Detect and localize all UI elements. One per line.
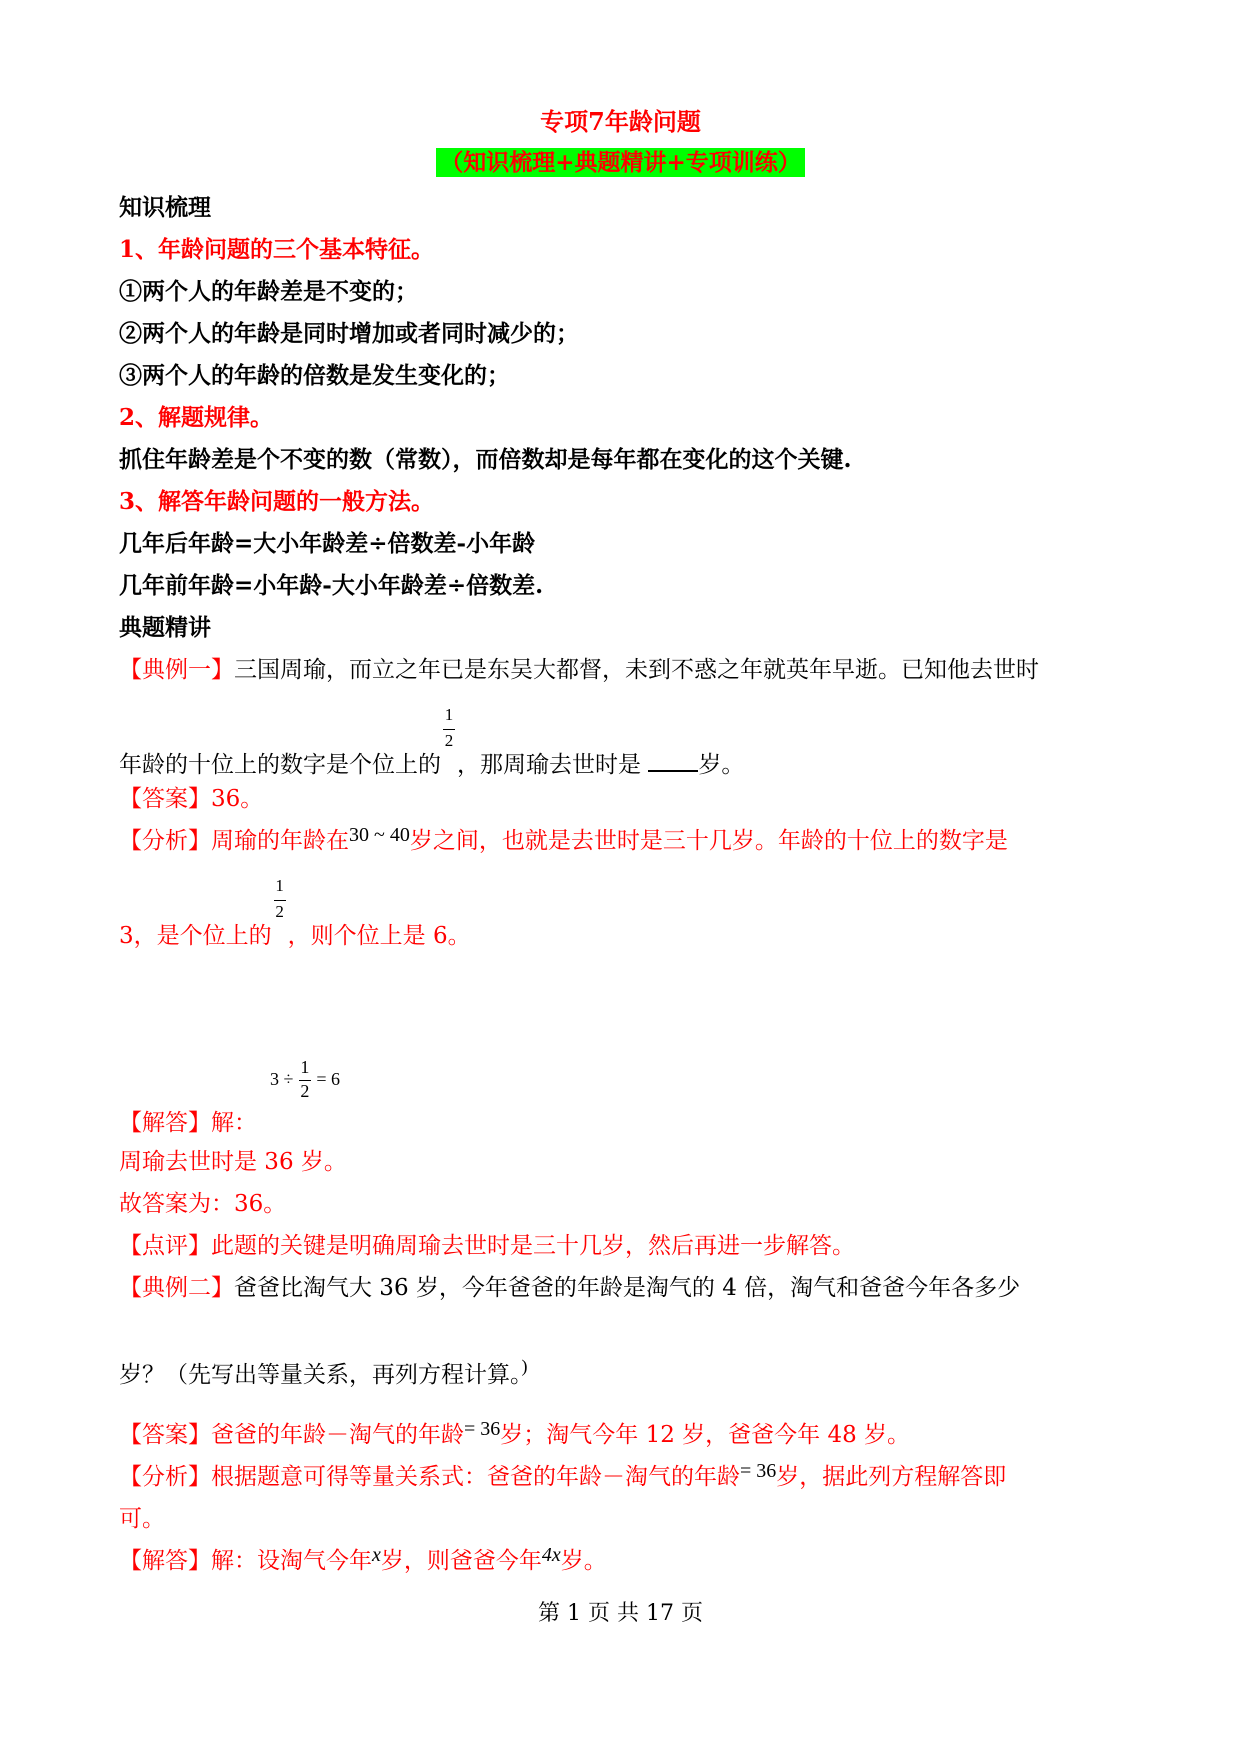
formula-right: = 6 [316,1069,341,1089]
page-footer: 第 1 页 共 17 页 [538,1601,703,1626]
example2-line2 [119,1356,528,1391]
feature-item-1: ①两个人的年龄差是不变的； [119,278,418,305]
example1-solution-2: 故答案为：36。 [119,1191,287,1217]
comment-text: 此题的关键是明确周瑜去世时是三十几岁，然后再进一步解答。 [211,1233,855,1259]
page-title: 专项7年龄问题 [540,107,701,136]
page-subtitle [0,148,1241,178]
example1-analysis-line2 [119,876,471,951]
equals-36: = 36 [464,1418,501,1440]
example2-analysis [119,1462,1006,1493]
example1-text2a: 年龄的十位上的数字是个位上的 [119,752,441,778]
section-knowledge-heading: 知识梳理 [119,194,211,221]
example2-text2: 岁？（先写出等量关系，再列方程计算。 [119,1362,522,1388]
example1-solution-1: 周瑜去世时是 36 岁。 [119,1149,347,1175]
analysis-text-b: 岁之间，也就是去世时是三十几岁。年龄的十位上的数字是 [409,828,1008,854]
solve-text-c: 岁。 [560,1548,607,1574]
example1-analysis-line1 [119,826,1008,857]
fraction-bar [274,900,286,901]
example2-answer [119,1420,910,1451]
example1-tag: 【典例一】 [119,657,234,683]
example1-comment [119,1231,855,1261]
answer-text-b: 岁；淘气今年 12 岁，爸爸今年 48 岁。 [500,1422,911,1448]
example1-solve [119,1108,257,1138]
example1-line2 [119,705,745,780]
formula [270,1056,341,1101]
solve-text: 解： [211,1110,257,1136]
solve-tag: 【解答】 [119,1110,211,1136]
answer-text: 36。 [211,786,264,812]
answer-text-a: 爸爸的年龄－淘气的年龄 [211,1422,464,1448]
example2-tag: 【典例二】 [119,1275,234,1301]
heading-feature: 1、年龄问题的三个基本特征。 [119,236,435,263]
formula-left: 3 ÷ [270,1069,294,1089]
example2-closing-paren: ) [521,1356,528,1376]
solve-text-a: 解：设淘气今年 [211,1548,372,1574]
feature-item-2: ②两个人的年龄是同时增加或者同时减少的； [119,320,579,347]
rule-text: 抓住年龄差是个不变的数（常数），而倍数却是每年都在变化的这个关键. [119,446,852,473]
example1-text2b: ，那周瑜去世时是 [457,752,641,778]
answer-blank [648,748,698,772]
subtitle-highlight: （知识梳理+典题精讲+专项训练） [436,148,805,177]
solve-tag: 【解答】 [119,1548,211,1574]
heading-rule: 2、解题规律。 [119,404,274,431]
solve-text-b: 岁，则爸爸今年 [380,1548,542,1574]
example1-line1 [119,655,1039,685]
age-range: 30 ~ 40 [349,824,410,846]
comment-tag: 【点评】 [119,1233,211,1259]
analysis-text-a: 根据题意可得等量关系式：爸爸的年龄－淘气的年龄 [211,1464,740,1490]
fraction-numerator: 1 [444,705,454,724]
answer-tag: 【答案】 [119,1422,211,1448]
analysis-text-c: 3，是个位上的 [119,923,272,949]
feature-item-3: ③两个人的年龄的倍数是发生变化的； [119,362,510,389]
equals-36: = 36 [740,1460,777,1482]
section-examples-heading: 典题精讲 [119,614,211,641]
analysis-text-d: ，则个位上是 6。 [287,923,471,949]
fraction-bar [443,729,455,730]
fraction-denominator: 2 [444,731,454,750]
method-after: 几年后年龄=大小年龄差÷倍数差-小年龄 [119,530,536,557]
example2-text1: 爸爸比淘气大 36 岁，今年爸爸的年龄是淘气的 4 倍，淘气和爸爸今年各多少 [234,1275,1021,1301]
answer-tag: 【答案】 [119,786,211,812]
analysis-tag: 【分析】 [119,1464,211,1490]
formula-fraction [298,1056,312,1101]
fraction-denominator: 2 [300,1080,310,1101]
heading-method: 3、解答年龄问题的一般方法。 [119,488,435,515]
fraction-numerator: 1 [275,876,284,895]
variable-x: x [372,1544,381,1566]
example1-answer [119,784,263,814]
example1-text2c: 岁。 [698,752,745,778]
fraction-half-2 [272,876,288,943]
fraction-numerator: 1 [300,1056,310,1077]
method-before: 几年前年龄=小年龄-大小年龄差÷倍数差. [119,572,544,599]
fraction-denominator: 2 [275,902,284,921]
analysis-text-b: 岁，据此列方程解答即 [776,1464,1007,1490]
example2-solve [119,1546,607,1577]
example1-text1: 三国周瑜，而立之年已是东吴大都督，未到不惑之年就英年早逝。已知他去世时 [234,657,1039,683]
variable-4x: 4x [541,1544,561,1566]
analysis-text-a: 周瑜的年龄在 [211,828,349,854]
example2-analysis-cont: 可。 [119,1506,165,1532]
analysis-tag: 【分析】 [119,828,211,854]
example2-line1 [119,1273,1020,1303]
fraction-half [441,705,457,772]
